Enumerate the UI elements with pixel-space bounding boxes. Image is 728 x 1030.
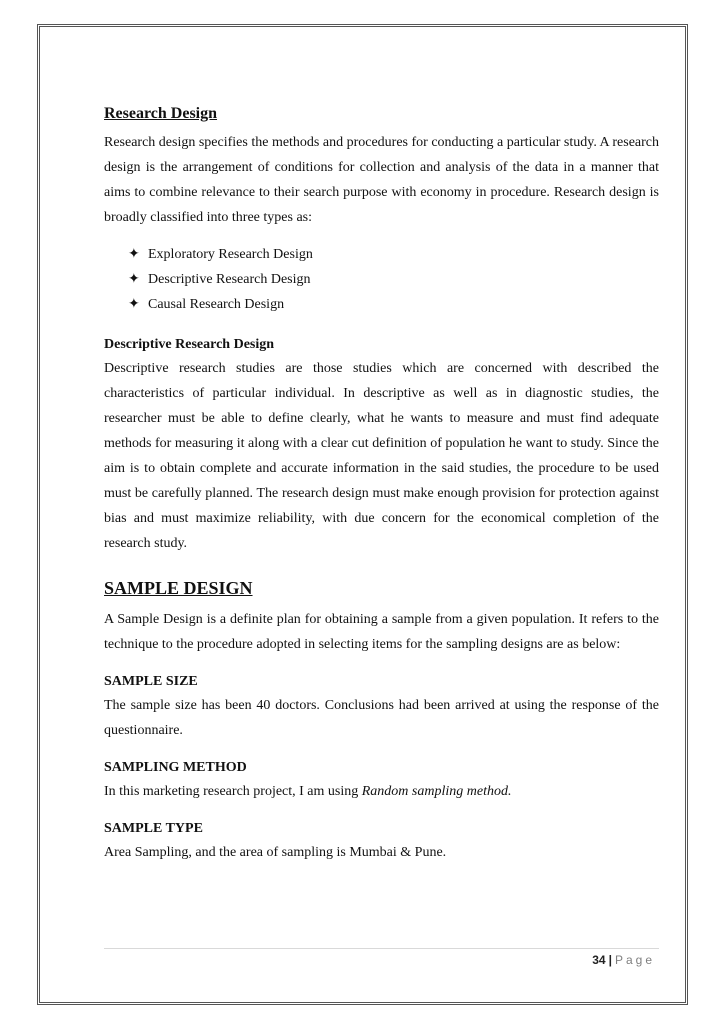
document-body (104, 102, 659, 865)
sample-design-paragraph: A Sample Design is a definite plan for obtaining a sample from a given population. It refers to the technique to the procedure adopted in selecting items for the sampling designs are as below: (104, 612, 659, 652)
four-pointed-star-icon: ✦ (128, 271, 140, 287)
list-item (128, 242, 659, 267)
descriptive-heading: Descriptive Research Design (104, 337, 275, 352)
sample-type-paragraph: Area Sampling, and the area of sampling is Mumbai & Pune. (104, 845, 447, 860)
footer-separator: | (608, 953, 612, 967)
research-design-heading: Research Design (104, 105, 218, 122)
list-item-label: Exploratory Research Design (148, 247, 313, 262)
research-design-types-list (104, 242, 659, 317)
page-label: Page (614, 953, 655, 967)
page-number: 34 (592, 953, 606, 967)
descriptive-paragraph: Descriptive research studies are those studies which are concerned with described the characteristics of particular individual. In descriptive as well as in diagnostic studies, the researcher must be able to define clearly, what he wants to measure and must find adequate methods for measuring it along with a clear cut definition of population he want to study. Since the aim is to obtain complete and accurate information in the said studies, the procedure to be used must be carefully planned. The research design must make enough provision for protection against bias and must maximize reliability, with due concern for the economical completion of the research study. (104, 361, 659, 551)
four-pointed-star-icon: ✦ (128, 296, 140, 312)
list-item-label: Descriptive Research Design (148, 272, 311, 287)
sample-type-heading: SAMPLE TYPE (104, 821, 203, 836)
list-item-label: Causal Research Design (148, 297, 285, 312)
sampling-method-emphasis: Random sampling method. (361, 784, 512, 799)
sample-design-heading: SAMPLE DESIGN (104, 578, 253, 598)
sampling-method-text: In this marketing research project, I am using (104, 784, 362, 799)
sample-size-heading: SAMPLE SIZE (104, 674, 198, 689)
page-footer (592, 953, 655, 967)
research-design-paragraph: Research design specifies the methods and procedures for conducting a particular study. A research design is the arrangement of conditions for collection and analysis of the data in a manner that aims to combine relevance to their search purpose with economy in procedure. Research design is broadly classified into three types as: (104, 135, 660, 225)
sampling-method-paragraph (104, 779, 659, 804)
four-pointed-star-icon: ✦ (128, 246, 140, 262)
list-item (128, 267, 659, 292)
footer-divider (104, 948, 659, 949)
sample-size-paragraph: The sample size has been 40 doctors. Conclusions had been arrived at using the response of the questionnaire. (104, 698, 659, 738)
list-item (128, 292, 659, 317)
sampling-method-heading: SAMPLING METHOD (104, 760, 247, 775)
